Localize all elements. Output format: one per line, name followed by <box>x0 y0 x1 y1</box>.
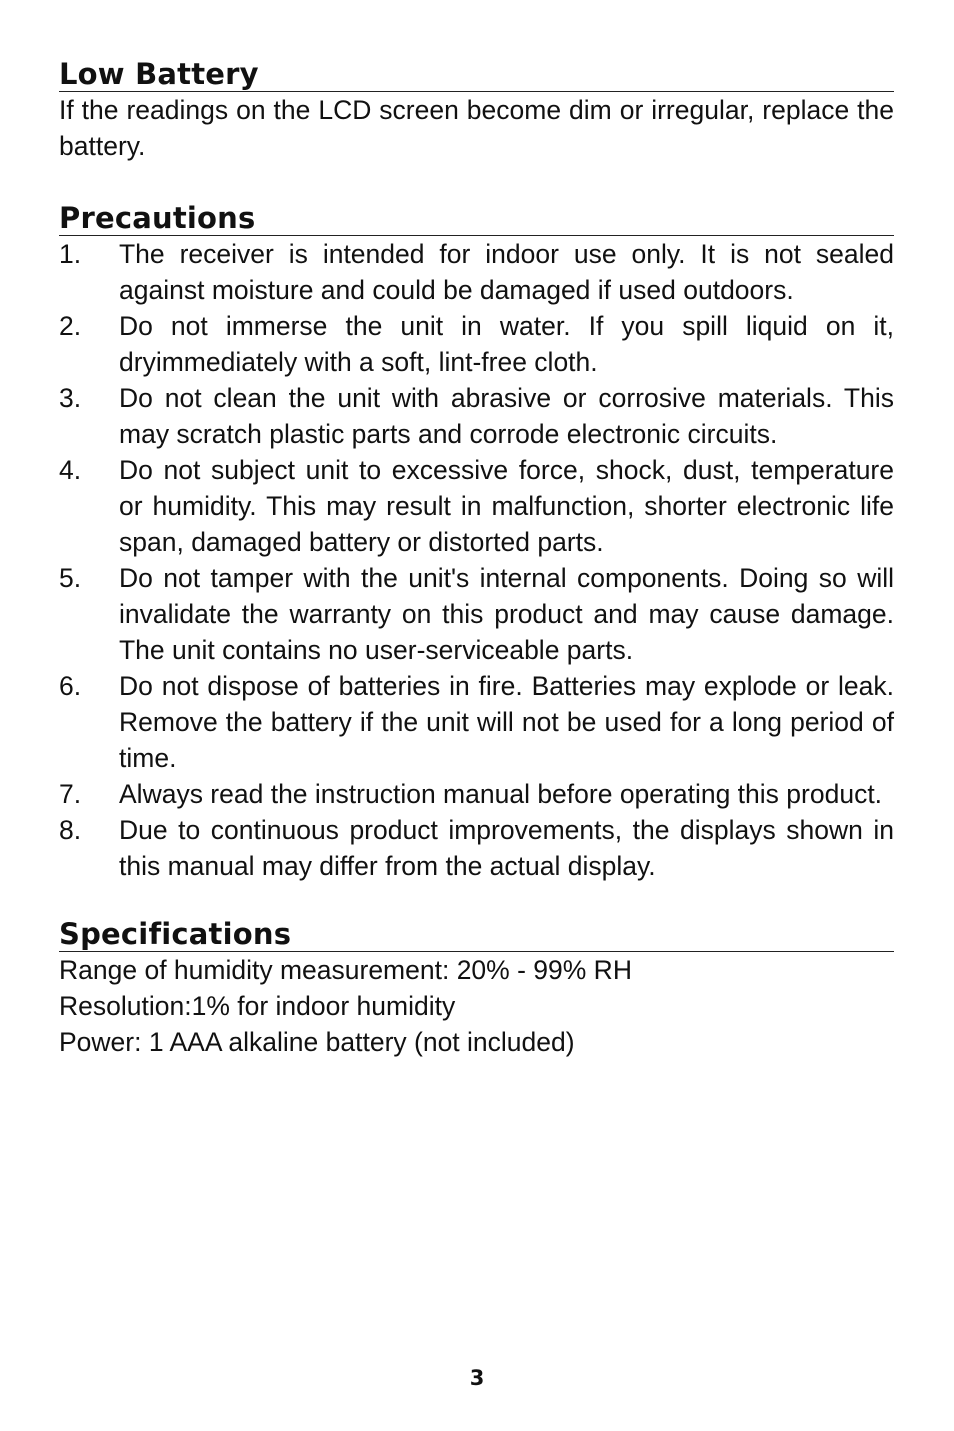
precaution-item <box>59 236 894 308</box>
item-number: 2. <box>59 311 82 341</box>
item-text: Always read the instruction manual before operating this product. <box>119 779 883 809</box>
item-number: 1. <box>59 239 82 269</box>
item-text: Due to continuous product improvements, the displays shown in this manual may differ from the actual display. <box>119 815 894 881</box>
item-number: 6. <box>59 671 82 701</box>
item-number: 3. <box>59 383 82 413</box>
precautions-heading: Precautions <box>59 202 894 236</box>
spec-resolution: Resolution:1% for indoor humidity <box>59 991 456 1021</box>
precautions-section <box>59 202 894 884</box>
specifications-heading: Specifications <box>59 918 894 952</box>
item-number: 4. <box>59 455 82 485</box>
spec-humidity-range: Range of humidity measurement: 20% - 99% RH <box>59 955 632 985</box>
item-text: Do not tamper with the unit's internal components. Doing so will invalidate the warranty on this product and may cause damage. The unit contains no user-serviceable parts. <box>119 563 894 665</box>
low-battery-heading: Low Battery <box>59 58 894 92</box>
precaution-item <box>59 308 894 380</box>
item-number: 7. <box>59 779 82 809</box>
specifications-section <box>59 918 894 1060</box>
precaution-item <box>59 668 894 776</box>
spec-power: Power: 1 AAA alkaline battery (not included) <box>59 1027 575 1057</box>
item-text: Do not immerse the unit in water. If you spill liquid on it, dryimmediately with a soft, lint-free cloth. <box>119 311 894 377</box>
item-text: Do not clean the unit with abrasive or corrosive materials. This may scratch plastic parts and corrode electronic circuits. <box>119 383 894 449</box>
item-text: The receiver is intended for indoor use only. It is not sealed against moisture and could be damaged if used outdoors. <box>119 239 894 305</box>
precaution-item <box>59 452 894 560</box>
item-text: Do not subject unit to excessive force, shock, dust, temperature or humidity. This may result in malfunction, shorter electronic life span, damaged battery or distorted parts. <box>119 455 894 557</box>
precaution-item <box>59 812 894 884</box>
item-text: Do not dispose of batteries in fire. Batteries may explode or leak. Remove the battery if the unit will not be used for a long period of time. <box>119 671 894 773</box>
precaution-item <box>59 380 894 452</box>
low-battery-section <box>59 58 894 164</box>
low-battery-text: If the readings on the LCD screen become dim or irregular, replace the battery. <box>59 95 894 161</box>
precautions-list <box>59 236 894 884</box>
precaution-item <box>59 560 894 668</box>
page-number: 3 <box>469 1366 485 1390</box>
precaution-item <box>59 776 894 812</box>
item-number: 8. <box>59 815 82 845</box>
item-number: 5. <box>59 563 82 593</box>
